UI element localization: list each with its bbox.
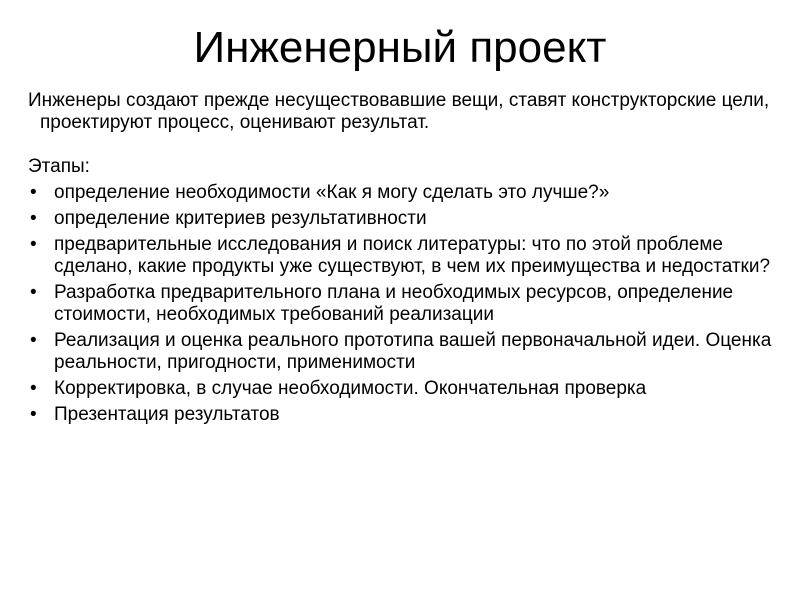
slide-title: Инженерный проект [193,23,607,72]
stages-label: Этапы: [28,156,90,177]
list-item [28,208,778,230]
list-item-text: определение необходимости «Как я могу сделать это лучше?» [54,182,610,203]
bullet-icon: • [30,404,37,425]
list-item [28,182,778,204]
bullet-icon: • [30,208,37,229]
bullet-icon: • [30,234,37,255]
list-item [28,282,778,326]
stages-list [28,182,778,426]
list-item [28,330,778,374]
slide-content [28,90,778,430]
intro-paragraph: Инженеры создают прежде несуществовавшие вещи, ставят конструкторские цели, проектируют процесс, оценивают результат. [28,90,770,133]
list-item [28,378,778,400]
list-item-text: Реализация и оценка реального прототипа вашей первоначальной идеи. Оценка реальности, пригодности, применимости [54,330,772,373]
list-item-text: Презентация результатов [54,404,280,425]
bullet-icon: • [30,182,37,203]
list-item [28,404,778,426]
bullet-icon: • [30,282,37,303]
list-item-text: Корректировка, в случае необходимости. Окончательная проверка [54,378,647,399]
list-item [28,234,778,278]
bullet-icon: • [30,378,37,399]
list-item-text: предварительные исследования и поиск литературы: что по этой проблеме сделано, какие продукты уже существуют, в чем их преимущества и недостатки? [54,234,771,277]
bullet-icon: • [30,330,37,351]
list-item-text: определение критериев результативности [54,208,427,229]
list-item-text: Разработка предварительного плана и необходимых ресурсов, определение стоимости, необходимых требований реализации [54,282,734,325]
